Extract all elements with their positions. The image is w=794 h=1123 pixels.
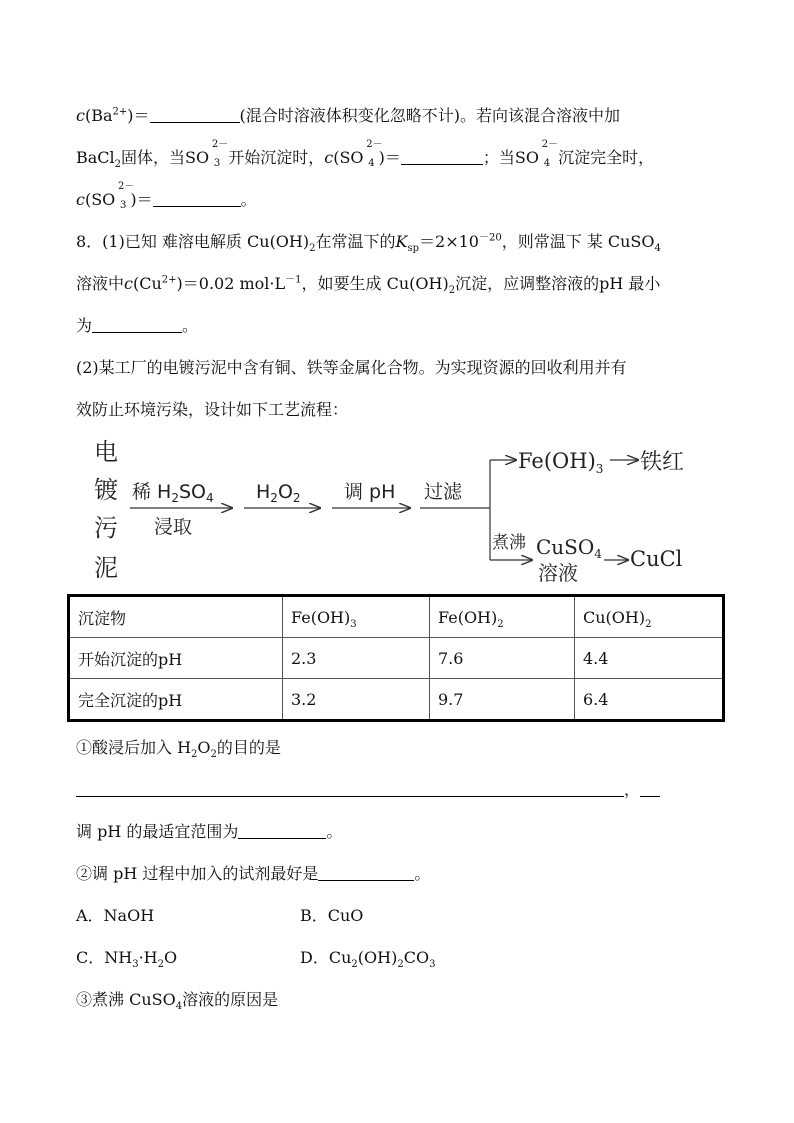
flow-step1-sub: 浸取 — [154, 516, 193, 538]
period-3: 。 — [326, 822, 343, 841]
table-header-row — [69, 596, 724, 638]
period-2: 。 — [182, 316, 199, 335]
cuoh2-sub: 2 — [309, 243, 316, 255]
q8-text-a: 在常温下的 — [315, 232, 396, 251]
q8-part2-line-2: 效防止环境污染，设计如下工艺流程： — [76, 400, 349, 419]
sub1-question — [76, 738, 281, 761]
so3-charge-2: 2－ — [118, 181, 135, 192]
table-cell: 7.6 — [430, 638, 575, 679]
table-cell: 9.7 — [430, 679, 575, 721]
text-so3: 固体，当SO — [121, 148, 210, 167]
h2o2-o: O — [197, 738, 211, 757]
text-complete: 沉淀完全时， — [558, 148, 655, 167]
answer-blank-purpose-2[interactable] — [640, 781, 660, 797]
so3-sub-2: 3 — [120, 200, 127, 211]
so4-charge: 2－ — [366, 139, 383, 150]
answer-blank-so4[interactable] — [401, 149, 483, 165]
precipitation-ph-table — [67, 594, 725, 722]
so3-ion — [209, 139, 229, 169]
ba-ion: (Ba — [84, 106, 113, 125]
sub3-question — [76, 990, 279, 1013]
cuoh2-sub-2: 2 — [448, 285, 456, 297]
so3-sub: 3 — [213, 158, 221, 169]
answer-blank-reagent[interactable] — [318, 865, 414, 881]
sub1-text-a: ①酸浸后加入 H — [76, 738, 192, 757]
flow-boil-label: 煮沸 — [492, 533, 526, 553]
so4-sub: 4 — [368, 158, 375, 169]
var-c: c — [76, 106, 85, 125]
cu-ion: (Cu — [132, 274, 162, 293]
comma: ， — [624, 780, 641, 799]
equals-2: )＝ — [378, 148, 401, 167]
ksp-sub: sp — [407, 243, 420, 255]
flow-source-char-1: 电 — [94, 438, 118, 466]
cuso4-sub-2: 4 — [175, 1001, 183, 1013]
cu-charge: 2+ — [161, 274, 177, 286]
table-header-cell: $Fe(OH)_3$ — [283, 596, 430, 638]
flow-step4-label: 过滤 — [424, 481, 463, 503]
sub3-text-b: 溶液的原因是 — [182, 990, 279, 1009]
flow-source-char-3: 污 — [94, 514, 118, 542]
option-c[interactable]: C．$NH_3\cdot H_2O$ — [76, 948, 178, 971]
equals-3: )＝ — [130, 190, 153, 209]
so4-charge-2: 2－ — [541, 139, 559, 150]
sub3-text-a: ③煮沸 CuSO — [76, 990, 176, 1009]
table-cell: 4.4 — [575, 638, 724, 679]
flow-source-char-4: 泥 — [94, 554, 118, 582]
bacl2-sub: 2 — [114, 159, 122, 171]
cuso4-sub: 4 — [654, 243, 661, 255]
sub2-text: ②调 pH 过程中加入的试剂最好是 — [76, 864, 319, 883]
table-header-cell: 沉淀物 — [69, 596, 283, 638]
so3-text-2: (SO — [84, 190, 116, 209]
sub1-range — [76, 822, 342, 842]
table-cell: 完全沉淀的pH — [69, 679, 283, 721]
table-header-cell: $Cu(OH)_2$ — [575, 596, 724, 638]
so4-text: (SO — [333, 148, 364, 167]
q7-line-3 — [76, 181, 257, 211]
option-b[interactable]: B．CuO — [300, 906, 364, 925]
answer-blank-purpose[interactable] — [76, 781, 624, 797]
var-c-cu: c — [124, 274, 133, 293]
flow-source-char-2: 镀 — [94, 476, 118, 504]
q7-line-2 — [76, 139, 655, 171]
flow-cuso4: CuSO$_4$ — [536, 535, 602, 561]
q8-line-1 — [76, 232, 661, 255]
period-4: 。 — [414, 864, 431, 883]
so4-ion — [364, 139, 383, 169]
table-row — [69, 638, 724, 679]
conc: )＝0.02 mol·L — [176, 274, 286, 293]
q8-intro: 8．(1)已知 难溶电解质 Cu(OH) — [76, 232, 310, 251]
so4-sub-2: 4 — [543, 158, 551, 169]
table-cell: 6.4 — [575, 679, 724, 721]
option-d[interactable]: D．$Cu_2(OH)_2CO_3$ — [300, 948, 436, 971]
flow-step1-label: 稀 $H_2SO_4$ — [132, 481, 214, 505]
flow-product-cucl: CuCl — [630, 547, 683, 571]
h2o2-sub1: 2 — [191, 749, 198, 761]
q8-text-b: ，则常温下 某 CuSO — [501, 232, 655, 251]
ksp-value: ＝2×10 — [419, 232, 479, 251]
period: 。 — [240, 190, 257, 209]
conc-exp: －1 — [285, 274, 302, 286]
table-cell: 开始沉淀的pH — [69, 638, 283, 679]
q8-line-3 — [76, 316, 198, 336]
h2o2-sub2: 2 — [210, 749, 217, 761]
var-c-3: c — [76, 190, 85, 209]
flow-feoh3: $Fe(OH)_3$ — [518, 449, 604, 476]
process-flow-diagram — [92, 436, 732, 586]
flow-step3-label: 调 pH — [344, 481, 396, 503]
so3-charge: 2－ — [211, 139, 229, 150]
flow-step2-label: $H_2O_2$ — [256, 481, 301, 505]
q8-text-f: 为 — [76, 316, 93, 335]
so4-ion-2 — [539, 139, 559, 169]
option-a[interactable]: A．NaOH — [76, 906, 155, 925]
q7-line-1 — [76, 106, 620, 126]
answer-blank-so3[interactable] — [153, 191, 241, 207]
q8-line-2 — [76, 274, 661, 297]
sub1-answer-line — [76, 780, 660, 800]
equals: )＝ — [127, 106, 150, 125]
ba-charge: 2+ — [112, 106, 128, 118]
answer-blank-ba[interactable] — [150, 107, 240, 123]
text-start: 开始沉淀时， — [228, 148, 325, 167]
flow-product-tiehong: 铁红 — [640, 450, 685, 475]
q8-text-e: 沉淀，应调整溶液的pH 最小 — [455, 274, 661, 293]
table-row — [69, 679, 724, 721]
ksp-k: K — [395, 232, 408, 251]
q7-text: (混合时溶液体积变化忽略不计)。若向该混合溶液中加 — [239, 106, 621, 125]
ksp-exp: －20 — [478, 232, 502, 244]
sub2-question — [76, 864, 430, 884]
table-header-cell: $Fe(OH)_2$ — [430, 596, 575, 638]
so3-ion-2 — [115, 181, 135, 211]
sub1-text-b: 的目的是 — [216, 738, 281, 757]
range-text: 调 pH 的最适宜范围为 — [76, 822, 239, 841]
table-cell: 3.2 — [283, 679, 430, 721]
var-c-2: c — [324, 148, 334, 167]
flow-cuso4-solution: 溶液 — [538, 561, 578, 585]
q8-text-d: ，如要生成 Cu(OH) — [301, 274, 449, 293]
table-cell: 2.3 — [283, 638, 430, 679]
answer-blank-range[interactable] — [238, 823, 326, 839]
bacl2: BaCl — [76, 148, 115, 167]
q8-text-c: 溶液中 — [76, 274, 125, 293]
answer-blank-ph[interactable] — [92, 317, 182, 333]
q8-part2-line-1: (2)某工厂的电镀污泥中含有铜、铁等金属化合物。为实现资源的回收利用并有 — [76, 358, 627, 377]
text-so4-2: ；当SO — [482, 148, 539, 167]
